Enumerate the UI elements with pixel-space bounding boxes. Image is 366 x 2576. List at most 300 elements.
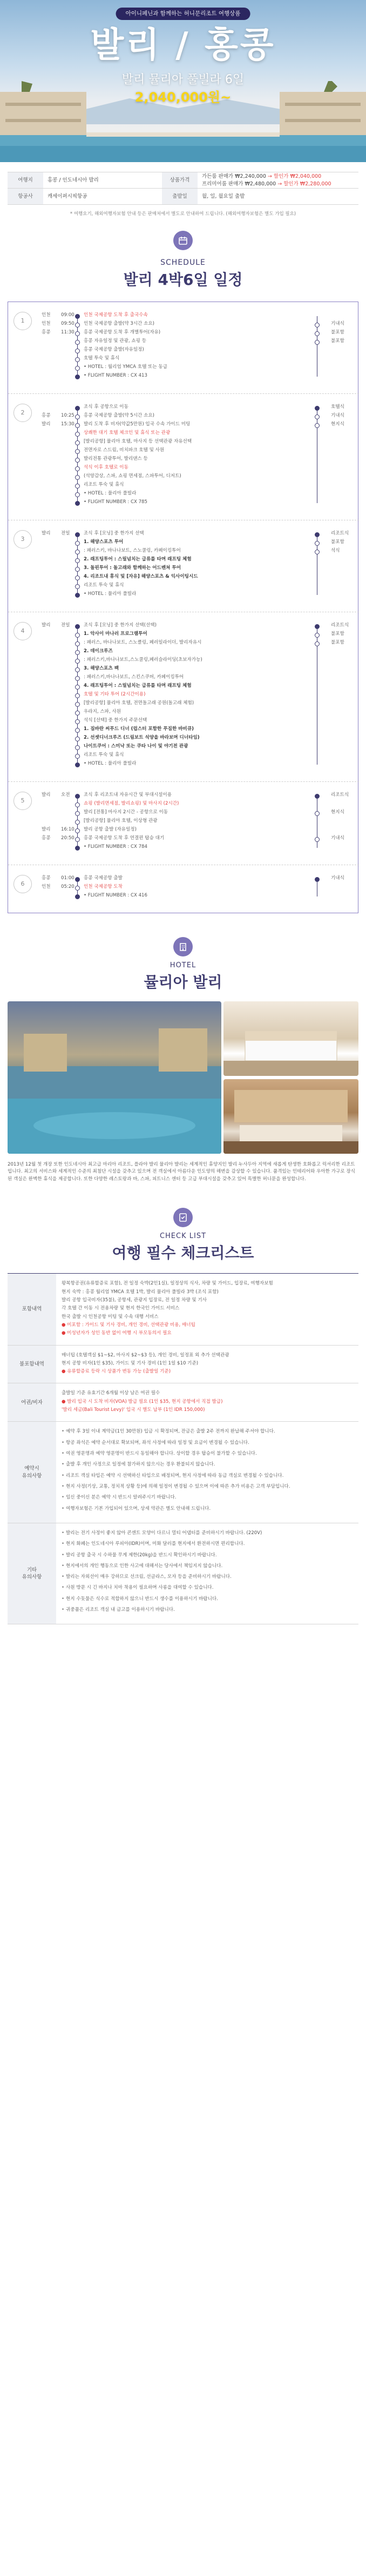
- timeline-dot: [75, 541, 80, 546]
- price-arrow: → 할인가: [277, 180, 299, 187]
- day-block: [8, 612, 359, 782]
- schedule-row: [8, 631, 359, 639]
- schedule-row: [8, 438, 359, 447]
- schedule-row: [8, 683, 359, 691]
- row-description: [발리공항] 뮬리아 호텔, 마사지 등 선택관광 자유선택: [84, 438, 192, 444]
- meal-dot: [315, 541, 320, 546]
- hotel-header: [0, 913, 366, 993]
- schedule-row: [8, 657, 359, 665]
- product-info: [0, 162, 366, 231]
- schedule-row: [8, 875, 359, 884]
- row-time: 20:50: [61, 835, 74, 841]
- checklist-line: 왕복항공권(유류할증료 포함), 전 일정 숙박(2인1실), 일정상의 식사, 차량 및 가이드, 입장료, 여행자보험: [62, 1281, 273, 1287]
- meal-dot: [315, 624, 320, 629]
- schedule-row: [8, 530, 359, 539]
- schedule-row: [8, 430, 359, 438]
- timeline-dot: [75, 837, 80, 842]
- row-description: • HOTEL : 뮬리아 풀빌라: [84, 591, 137, 597]
- timeline-dot: [75, 667, 80, 672]
- checklist-bullet: • 여권 영문명과 예약 영문명이 반드시 동일해야 합니다. 상이할 경우 탑승이 불가할 수 있습니다.: [62, 1450, 353, 1457]
- row-description: 홍콩 국제공항 도착 후 연결편 탑승 대기: [84, 835, 165, 841]
- timeline-dot: [75, 650, 80, 655]
- row-description: 조식 후 [모닝] 중 한가지 선택: [84, 530, 144, 536]
- timeline-dot: [75, 466, 80, 471]
- price-cell: [198, 172, 358, 189]
- checklist-bullet: • 현지에서의 개인 행동으로 인한 사고에 대해서는 당사에서 책임지지 않습니다.: [62, 1563, 353, 1570]
- timeline-dot: [75, 423, 80, 428]
- checklist-bullet: • 사원 방문 시 긴 바지나 치마 착용이 필요하며 사롱을 대여할 수 있습니다.: [62, 1584, 353, 1591]
- schedule-row: [8, 726, 359, 734]
- row-description: 우라지, 스파, 사원: [84, 708, 121, 714]
- hero-tag: 아이니페닌과 함께하는 허니문리조트 여행상품: [116, 8, 250, 20]
- schedule-row: [8, 760, 359, 769]
- row-description: 4. 래프팅투어 : 스릴넘치는 급류를 타며 래프팅 체험: [84, 683, 192, 688]
- row-place: 홍콩: [42, 329, 51, 335]
- timeline-dot: [75, 794, 80, 799]
- checklist-bullet-list: [62, 1428, 353, 1513]
- row-description: 쇼핑 (발리면세점, 발리쇼핑) 및 마사지 (2시간): [84, 800, 179, 806]
- day-block: [8, 782, 359, 865]
- row-meal: 불포함: [331, 329, 344, 335]
- checklist-title: 여행 필수 체크리스트: [112, 1244, 254, 1262]
- checklist-row: [8, 1346, 358, 1384]
- hotel-photo-lobby: [223, 1079, 358, 1154]
- meal-dot: [315, 811, 320, 816]
- row-description: 1. 짐바란 씨푸드 디너 (럽스터 포함한 푸짐한 바비큐): [84, 726, 194, 732]
- timeline-dot: [75, 593, 80, 598]
- schedule-row: [8, 648, 359, 657]
- timeline-dot: [75, 811, 80, 816]
- row-description: [발리공항] 뮬리아 호텔, 전면돌고래 공원(돌고래 체험): [84, 700, 194, 706]
- row-description: • HOTEL : 월리엄 YMCA 호텔 또는 동급: [84, 364, 168, 370]
- checklist-line: ● 유류할증료 등락 시 상품가 변동 가능 (출발일 기준): [62, 1369, 171, 1375]
- timeline-dot: [75, 357, 80, 362]
- meal-dot: [315, 877, 320, 882]
- schedule-row: [8, 473, 359, 481]
- row-description: 발리전통 관광투어, 발리댄스 등: [84, 456, 148, 461]
- timeline-dot: [75, 440, 80, 445]
- checklist-bullet: • 발리 공항 출국 시 수하물 무게 제한(20kg)을 반드시 확인하시기 바랍니다.: [62, 1552, 353, 1559]
- row-meal: 호텔식: [331, 404, 344, 410]
- checklist-bullet: • 항공 좌석은 예약 순서대로 확보되며, 좌석 사정에 따라 일정 및 요금이 변경될 수 있습니다.: [62, 1440, 353, 1447]
- row-description: 3. 해양스포츠 팩: [84, 665, 119, 671]
- row-meal: 기내식: [331, 412, 344, 418]
- schedule-row: [8, 809, 359, 818]
- row-place: 발리: [42, 792, 51, 798]
- checklist-line: 현지 숙박 : 홍콩 월리엄 YMCA 호텔 1박, 발리 뮬리아 풀빌라 3박 (조식 포함): [62, 1289, 219, 1295]
- row-description: 홍콩 국제공항 출발(자유일정): [84, 346, 144, 352]
- schedule-row: [8, 582, 359, 591]
- schedule-row: [8, 674, 359, 683]
- info-row: [8, 172, 358, 189]
- row-description: 2. 래프팅투어 : 스릴넘치는 급류를 타며 래프팅 체험: [84, 556, 192, 562]
- schedule-row: [8, 499, 359, 507]
- product-info-table: [8, 172, 358, 205]
- row-time: 09:50: [61, 320, 74, 326]
- checklist-row-body: [56, 1422, 358, 1523]
- meal-dot: [315, 532, 320, 537]
- row-time: 오전: [61, 792, 70, 798]
- row-description: : 패러스, 바나나보트, 스노클링, 페러일라이더, 발리자유시: [84, 639, 202, 645]
- hotel-title: 뮬리아 발리: [144, 973, 222, 991]
- meal-dot: [315, 406, 320, 411]
- checklist-row: [8, 1274, 358, 1345]
- checklist-bullet: • 현지 수돗물은 식수로 적합하지 않으니 반드시 생수를 이용하시기 바랍니다.: [62, 1596, 353, 1603]
- meal-dot: [315, 837, 320, 842]
- timeline-dot: [75, 754, 80, 759]
- row-description: 조식 후 리조트내 자유시간 및 부대시설이용: [84, 792, 172, 798]
- hotel-photo-room: [223, 1001, 358, 1076]
- day-number-badge: 4: [13, 622, 32, 640]
- timeline-dot: [75, 323, 80, 327]
- hotel-gallery: [8, 1001, 358, 1154]
- row-description: 1. 해양스포츠 투어: [84, 539, 124, 545]
- row-description: 석식 [선택] 중 한가지 주문선택: [84, 717, 147, 723]
- row-description: 인천 국제공항 출발(약 3시간 소요): [84, 320, 155, 326]
- row-description: 2. 데이크루즈: [84, 648, 113, 654]
- info-value: 홍콩 / 인도네시아 발리: [43, 172, 162, 189]
- schedule-row: [8, 800, 359, 809]
- checklist-row-label: 예약시 유의사항: [8, 1422, 56, 1523]
- timeline-dot: [75, 886, 80, 891]
- row-meal: 리조트식: [331, 792, 349, 798]
- row-place: 인천: [42, 884, 51, 889]
- row-place: 홍콩: [42, 412, 51, 418]
- schedule-row: [8, 752, 359, 760]
- row-time: 01:00: [61, 875, 74, 881]
- checklist-bullet: • 현지 화폐는 인도네시아 루피아(IDR)이며, 미화 달러를 현지에서 환전하시면 편리합니다.: [62, 1541, 353, 1548]
- schedule-row: [8, 364, 359, 372]
- checklist-row-label: 불포함내역: [8, 1346, 56, 1383]
- timeline-dot: [75, 484, 80, 489]
- timeline-dot: [75, 685, 80, 690]
- hero-price: 2,040,000원~: [134, 90, 232, 105]
- schedule-row: [8, 312, 359, 320]
- row-description: : 패러스키,바나나보트,스노쿨링,페러슬라이딩(초보자가능): [84, 657, 202, 663]
- schedule-header: [0, 231, 366, 291]
- checklist-row-body: [56, 1383, 358, 1421]
- hotel-description: 2013년 12월 첫 개장 또한 인도네시아 최고급 마리아 리조트, 플라야 발리 뮬리아 발리는 세계적인 휴양지인 발리 누사두아 지역에 새롭게 탄생한 호화롭고 럭셔리한 리조트입니다. 최고의 서비스와 세계적인 수준의 최첨단 시설을 갖추고 있으며 전 객실에서 아름다운 인도양의 해변을 감상할 수 있습니다. 품격있는 인테리어와 우아한 가구로 장식된 객실은 완벽한 휴식을 제공합니다. 또한 다양한 레스토랑과 바, 스파, 피트니스 센터 등 고급 부대시설을 갖추고 있어 특별한 허니문을 완성합니다.: [8, 1162, 355, 1182]
- meal-dot: [315, 641, 320, 646]
- row-description: • FLIGHT NUMBER : CX 784: [84, 844, 147, 849]
- row-description: • FLIGHT NUMBER : CX 413: [84, 372, 147, 378]
- day-block: [8, 302, 359, 394]
- checklist-bullet: • 발리는 자외선이 매우 강하므로 선크림, 선글라스, 모자 등을 준비하시기 바랍니다.: [62, 1574, 353, 1581]
- schedule-row: [8, 547, 359, 556]
- meal-dot: [315, 331, 320, 336]
- timeline-dot: [75, 693, 80, 698]
- row-description: 조식 후 [모닝] 중 한가지 선택(선택): [84, 622, 157, 628]
- timeline-dot: [75, 449, 80, 454]
- row-meal: 현지식: [331, 809, 344, 815]
- meal-dot: [315, 794, 320, 799]
- row-description: 홍콩 국제공항 출발(약 5시간 소요): [84, 412, 155, 418]
- checklist-line: ● 미포함 : 가이드 및 기사 경비, 개인 경비, 선택관광 비용, 매너팁: [62, 1322, 195, 1328]
- page-footer-space: [0, 1624, 366, 1646]
- schedule-row: [8, 456, 359, 464]
- row-meal: 기내식: [331, 875, 344, 881]
- row-time: 전일: [61, 622, 70, 628]
- row-description: 전면자로 스드림, 비치파크 호텔 및 사원: [84, 447, 165, 453]
- timeline-dot: [75, 414, 80, 419]
- schedule-row: [8, 708, 359, 717]
- price-discount: ₩2,280,000: [300, 180, 331, 187]
- checklist-icon: [173, 1208, 193, 1227]
- row-time: 10:25: [61, 412, 74, 418]
- timeline-dot: [75, 349, 80, 353]
- checklist-bullet: • 출발 후 개인 사정으로 일정에 참가하지 않으시는 경우 환불되지 않습니다.: [62, 1461, 353, 1468]
- schedule-row: [8, 826, 359, 835]
- checklist-line: 한국 출발 시 인천공항 미팅 및 수속 대행 서비스: [62, 1314, 159, 1320]
- checklist-row: [8, 1422, 358, 1523]
- checklist-bullet: • 발리는 전기 사정이 좋지 않아 콘센트 모양이 다르니 멀티 어댑터를 준비하시기 바랍니다. (220V): [62, 1530, 353, 1537]
- day-number-badge: 6: [13, 875, 32, 893]
- schedule-row: [8, 734, 359, 743]
- schedule-row: [8, 591, 359, 599]
- schedule-row: [8, 573, 359, 582]
- schedule-row: [8, 835, 359, 844]
- timeline-dot: [75, 558, 80, 563]
- timeline-dot: [75, 374, 80, 379]
- row-meal: 불포함: [331, 639, 344, 645]
- price-original: ₩2,480,000: [245, 180, 276, 187]
- hotel-label: HOTEL: [170, 961, 196, 969]
- price-arrow: → 할인가: [267, 173, 289, 180]
- row-description: 인천 국제공항 도착: [84, 884, 123, 889]
- schedule-row: [8, 481, 359, 490]
- meal-dot: [315, 323, 320, 327]
- row-description: [발리공항] 뮬리아 호텔, 이상형 관광: [84, 818, 158, 824]
- timeline-dot: [75, 576, 80, 580]
- timeline-dot: [75, 702, 80, 707]
- row-time: 15:30: [61, 421, 74, 427]
- hero-title: 발리 / 홍콩: [90, 25, 276, 65]
- timeline-dot: [75, 584, 80, 589]
- checklist-line: 매너팁 (호텔객실 $1~$2, 마사지 $2~$3 등), 개인 경비, 일정표 외 추가 선택관광: [62, 1352, 229, 1358]
- row-time: 전일: [61, 530, 70, 536]
- checklist-line: ● 발리 입국 시 도착 비자(VOA) 발급 필요 (1인 $35, 현지 공항에서 직접 발급): [62, 1399, 223, 1404]
- checklist-row-label: 포함내역: [8, 1274, 56, 1344]
- schedule-row: [8, 490, 359, 499]
- timeline-dot: [75, 711, 80, 715]
- row-time: 16:10: [61, 826, 74, 832]
- schedule-row: [8, 892, 359, 901]
- timeline-dot: [75, 331, 80, 336]
- hotel-photo-column: [223, 1001, 358, 1154]
- schedule-row: [8, 743, 359, 752]
- day-number-badge: 2: [13, 404, 32, 422]
- day-number-badge: 5: [13, 792, 32, 810]
- schedule-row: [8, 844, 359, 852]
- hero-subtitle: 발리 뮬리아 풀빌라 6일: [121, 73, 245, 86]
- timeline-dot: [75, 633, 80, 638]
- info-note: * 여행요기, 해외여행자보험 안내 등은 판매처에서 별도로 안내하여 드립니다. (해외여행자보험은 별도 가입 필요): [70, 211, 296, 217]
- schedule-row: [8, 447, 359, 456]
- row-place: 발리: [42, 622, 51, 628]
- checklist-line: 현지 공항 비자(1인 $35), 가이드 및 기사 경비 (1인 1일 $10 기준): [62, 1360, 199, 1366]
- timeline-dot: [75, 567, 80, 572]
- checklist-header: [0, 1183, 366, 1263]
- timeline-dot: [75, 762, 80, 767]
- timeline-dot: [75, 492, 80, 497]
- schedule-row: [8, 792, 359, 800]
- schedule-row: [8, 329, 359, 338]
- row-description: 리조트 투숙 및 휴식: [84, 582, 124, 588]
- row-place: 인천: [42, 312, 51, 318]
- timeline-dot: [75, 802, 80, 807]
- row-meal: 리조트식: [331, 530, 349, 536]
- row-place: 홍콩: [42, 875, 51, 881]
- hotel-photo-pool: [8, 1001, 221, 1154]
- meal-dot: [315, 633, 320, 638]
- schedule-row: [8, 338, 359, 346]
- schedule-row: [8, 421, 359, 430]
- schedule-row: [8, 320, 359, 329]
- checklist-row-label: 여권/비자: [8, 1383, 56, 1421]
- checklist-bullet: • 임신 중이신 분은 예약 시 반드시 알려주시기 바랍니다.: [62, 1494, 353, 1501]
- row-time: 09:00: [61, 312, 74, 318]
- row-description: • HOTEL : 뮬리아 풀빌라: [84, 760, 137, 766]
- row-description: • HOTEL : 뮬리아 풀빌라: [84, 490, 137, 496]
- checklist-row-body: [56, 1346, 358, 1383]
- row-meal: 불포함: [331, 631, 344, 637]
- timeline-dot: [75, 475, 80, 480]
- row-description: 4. 리조트내 휴식 및 [자유] 해양스포츠 & 익사이팅시드: [84, 573, 198, 579]
- timeline-dot: [75, 894, 80, 899]
- schedule-row: [8, 622, 359, 631]
- timeline-dot: [75, 458, 80, 463]
- timeline-dot: [75, 659, 80, 664]
- info-label: 여행지: [8, 172, 43, 189]
- schedule-row: [8, 355, 359, 364]
- row-place: 발리: [42, 421, 51, 427]
- row-description: • FLIGHT NUMBER : CX 785: [84, 499, 147, 505]
- row-meal: 불포함: [331, 539, 344, 545]
- row-description: 홍콩 자유일정 및 관광, 쇼핑 등: [84, 338, 147, 344]
- row-description: : 패러스키,바나나보트, 스킨스쿠버, 카페이킹투어: [84, 674, 184, 680]
- row-description: 1. 악사이 마나러 프로그램투어: [84, 631, 147, 637]
- timeline-dot: [75, 728, 80, 733]
- checklist-line: 발리 공항 입국비자(35불), 공항세, 관광지 입장료, 전 일정 차량 및 기사: [62, 1297, 207, 1303]
- checklist-line: 각 호텔 간 이동 시 전용차량 및 현지 한국인 가이드 서비스: [62, 1306, 180, 1312]
- timeline-dot: [75, 432, 80, 437]
- price-discount: ₩2,040,000: [290, 173, 322, 180]
- row-description: 리조트 투숙 및 휴식: [84, 481, 124, 487]
- timeline-dot: [75, 877, 80, 882]
- timeline-dot: [75, 550, 80, 554]
- row-description: 리조트 투숙 및 휴식: [84, 752, 124, 758]
- checklist-row: [8, 1523, 358, 1625]
- info-value: 캐세이퍼시픽항공: [43, 189, 162, 205]
- row-description: 홍콩 국제공항 도착 후 개별투어(자유): [84, 329, 161, 335]
- timeline-dot: [75, 719, 80, 724]
- row-meal: 기내식: [331, 835, 344, 841]
- price-original: ₩2,240,000: [235, 173, 266, 180]
- timeline-dot: [75, 340, 80, 345]
- info-value: 월, 일, 월요일 출발: [198, 189, 358, 205]
- row-description: 발리 [전통] 마사지 2시간 - 공항으로 이동: [84, 809, 168, 815]
- timeline-dot: [75, 624, 80, 629]
- day-block: [8, 394, 359, 520]
- row-description: : 패러스키, 바나나보트, 스노쿨링, 카페이킹투어: [84, 547, 181, 553]
- timeline-dot: [75, 641, 80, 646]
- schedule-row: [8, 372, 359, 381]
- schedule-row: [8, 565, 359, 573]
- schedule-row: [8, 639, 359, 648]
- calendar-icon: [173, 231, 193, 250]
- timeline-dot: [75, 737, 80, 741]
- schedule-row: [8, 539, 359, 547]
- schedule-row: [8, 464, 359, 473]
- row-meal: 석식: [331, 547, 340, 553]
- schedule-row: [8, 665, 359, 674]
- row-time: 11:30: [61, 329, 74, 335]
- row-description: 호텔 투숙 및 휴식: [84, 355, 120, 361]
- timeline-dot: [75, 366, 80, 371]
- row-meal: 현지식: [331, 421, 344, 427]
- price-line: [202, 180, 354, 188]
- timeline-dot: [75, 501, 80, 506]
- row-description: 발리 도착 후 비자(약값5만원) 입국 수속 가이드 미팅: [84, 421, 191, 427]
- day-number-badge: 1: [13, 312, 32, 330]
- schedule-row: [8, 346, 359, 355]
- row-description: 상쾌한 대기 호텔 체크인 및 휴식 또는 관광: [84, 430, 171, 436]
- meal-dot: [315, 340, 320, 345]
- info-label: 상품가격: [162, 172, 198, 189]
- schedule-row: [8, 700, 359, 708]
- schedule-row: [8, 556, 359, 565]
- row-meal: 리조트식: [331, 622, 349, 628]
- schedule-row: [8, 691, 359, 700]
- timeline-dot: [75, 820, 80, 825]
- checklist-line: '발리 세금(Bali Tourist Levy)' 입국 시 별도 납부 (1인 IDR 150,000): [62, 1407, 205, 1413]
- row-description: 인천 국제공항 도착 후 출국수속: [84, 312, 148, 318]
- row-place: 인천: [42, 320, 51, 326]
- row-description: 홍콩 국제공항 출발: [84, 875, 123, 881]
- row-description: 석식 이후 호텔로 이동: [84, 464, 128, 470]
- row-description: 3. 돌핀투어 : 돌고래와 함께하는 어드벤쳐 투어: [84, 565, 181, 571]
- checklist-bullet: • 예약 후 3일 이내 계약금(1인 30만원) 입금 시 확정되며, 잔금은 출발 2주 전까지 완납해 주셔야 합니다.: [62, 1428, 353, 1435]
- checklist-row-body: [56, 1523, 358, 1624]
- row-description: 2. 선셋디너크루즈 (드림보트 석양을 바라보며 디너타임): [84, 734, 200, 740]
- checklist-bullet-list: [62, 1530, 353, 1614]
- day-block: [8, 520, 359, 612]
- schedule-title: 발리 4박6일 일정: [123, 271, 243, 289]
- timeline-dot: [75, 314, 80, 319]
- day-block: [8, 865, 359, 914]
- checklist-bullet: • 귀중품은 리조트 객실 내 금고를 이용하시기 바랍니다.: [62, 1607, 353, 1614]
- row-description: (석양감상, 스파, 쇼핑 면세점, 스파투어, 디저트): [84, 473, 181, 479]
- schedule-timeline: [8, 302, 358, 913]
- schedule-row: [8, 404, 359, 412]
- info-label: 출발일: [162, 189, 198, 205]
- row-time: 05:20: [61, 884, 74, 889]
- timeline-dot: [75, 406, 80, 411]
- row-meal: 불포함: [331, 338, 344, 344]
- row-place: 홍콩: [42, 835, 51, 841]
- meal-dot: [315, 423, 320, 428]
- row-meal: 기내식: [331, 320, 344, 326]
- schedule-label: SCHEDULE: [160, 258, 206, 267]
- schedule-row: [8, 818, 359, 826]
- meal-dot: [315, 550, 320, 554]
- row-description: 발리 공항 출발 (자유일정): [84, 826, 137, 832]
- row-place: 발리: [42, 826, 51, 832]
- building-icon: [173, 937, 193, 956]
- schedule-row: [8, 412, 359, 421]
- schedule-row: [8, 884, 359, 892]
- timeline-dot: [75, 846, 80, 851]
